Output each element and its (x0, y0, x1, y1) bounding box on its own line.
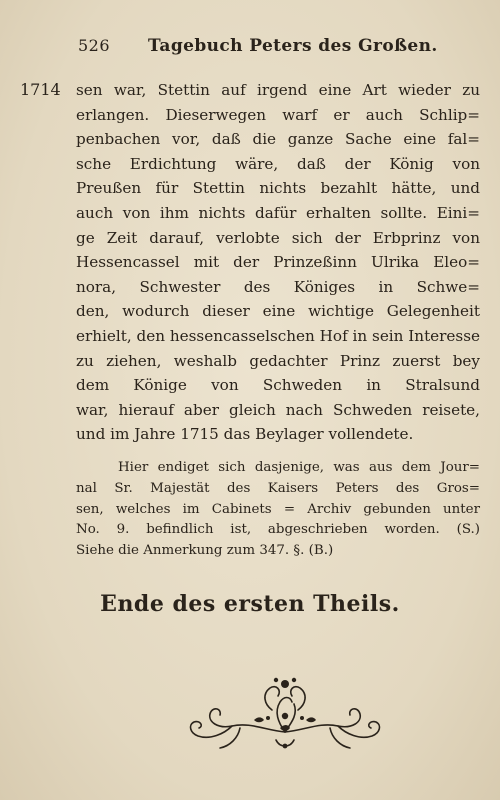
body-text (76, 78, 480, 447)
page-header (0, 36, 500, 60)
floral-ornament-icon (180, 670, 390, 760)
margin-year: 1714 (20, 80, 61, 99)
text-line: nora, Schwester des Königes in Schwe= (76, 277, 480, 296)
text-line: Preußen für Stettin nichts bezahlt hätte, und (76, 179, 480, 198)
note-line: Hier endiget sich dasjenige, was aus dem Jour= (118, 460, 480, 475)
text-line: sche Erdichtung wäre, daß der König von (76, 154, 480, 173)
editorial-note (76, 458, 480, 562)
text-line: penbachen vor, daß die ganze Sache eine fal= (76, 130, 480, 149)
page-number: 526 (78, 36, 111, 55)
note-line: Siehe die Anmerkung zum 347. §. (B.) (76, 543, 334, 559)
running-title: Tagebuch Peters des Großen. (148, 36, 438, 56)
text-line: auch von ihm nichts dafür erhalten sollte. Eini= (76, 203, 480, 222)
text-line: den, wodurch dieser eine wichtige Gelegenheit (76, 302, 480, 321)
note-line: No. 9. befindlich ist, abgeschrieben worden. (S.) (76, 522, 480, 538)
text-line: dem Könige von Schweden in Stralsund (76, 376, 480, 395)
note-line: nal Sr. Majestät des Kaisers Peters des Gros= (76, 480, 480, 496)
text-line: war, hierauf aber gleich nach Schweden reisete, (76, 400, 480, 419)
text-line: Hessencassel mit der Prinzeßinn Ulrika Eleo= (76, 253, 480, 272)
text-line: erlangen. Dieserwegen warf er auch Schlip= (76, 105, 480, 124)
text-line: sen war, Stettin auf irgend eine Art wieder zu (76, 81, 480, 99)
text-line: und im Jahre 1715 das Beylager vollendete. (76, 425, 414, 444)
text-line: zu ziehen, weshalb gedachter Prinz zuerst bey (76, 351, 480, 370)
end-of-volume-title: Ende des ersten Theils. (100, 591, 400, 617)
note-line: sen, welches im Cabinets = Archiv gebunden unter (76, 501, 480, 517)
text-line: erhielt, den hessencasselschen Hof in sein Interesse (76, 326, 480, 345)
text-line: ge Zeit darauf, verlobte sich der Erbprinz von (76, 228, 480, 247)
